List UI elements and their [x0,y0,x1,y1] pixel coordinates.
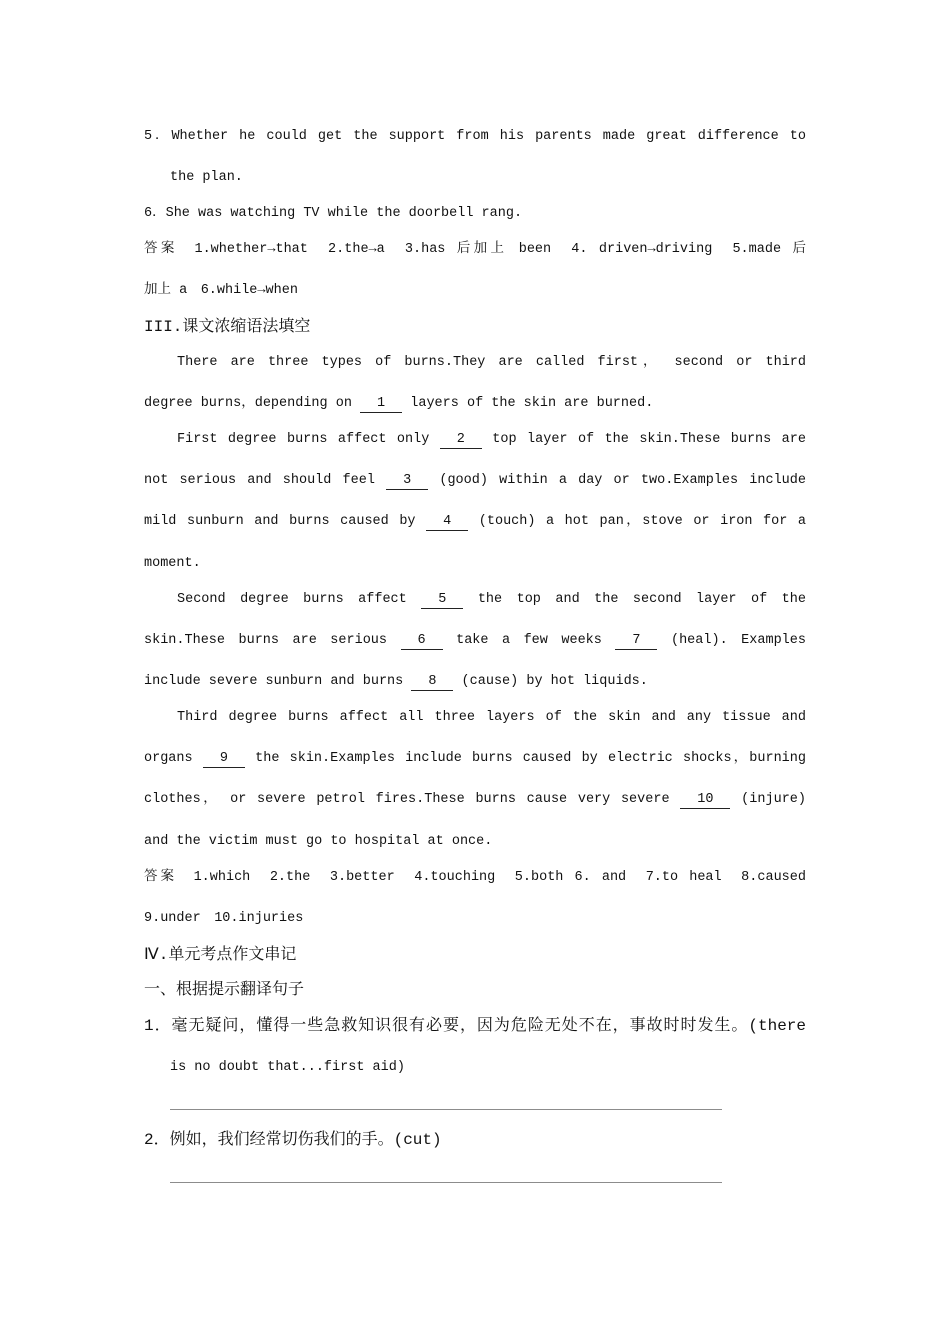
blank-8: 8 [411,674,453,691]
answer-line-1 [170,1109,722,1110]
blank-2: 2 [440,432,482,449]
section-4-heading: Ⅳ.单元考点作文串记 [144,946,297,964]
text-segment: degree burns，depending on [144,396,361,411]
text-segment: skin.These burns are serious [144,633,401,648]
paragraph-3-line-3 [144,671,806,693]
paragraph-1-line-1: There are three types of burns.They are called first， second or third [177,355,806,370]
text-segment: organs [144,751,203,766]
text-segment: Second degree burns affect [177,592,422,607]
text-segment: (injure) [730,792,806,807]
question-5-line-2: the plan. [170,170,243,185]
answer-key-1-line-1: 答案 1.whether→that 2.the→a 3.has 后加上 been 4. driven→driving 5.made 后 [144,242,806,257]
paragraph-2-line-4: moment. [144,556,201,571]
text-segment: mild sunburn and burns caused by [144,514,427,529]
text-segment: First degree burns affect only [177,432,440,447]
question-5-line-1: 5．Whether he could get the support from his parents made great difference to [144,129,806,144]
text-segment: not serious and should feel [144,473,387,488]
paragraph-4-line-4: and the victim must go to hospital at once. [144,834,493,849]
text-segment: the skin.Examples include burns caused by electric shocks，burning [244,751,806,766]
text-segment: (heal). Examples [657,633,806,648]
text-segment: clothes， or severe petrol fires.These burns cause very severe [144,792,681,807]
paragraph-4-line-2 [144,748,806,770]
paragraph-2-line-3 [144,511,806,533]
answer-line-2 [170,1182,722,1183]
paragraph-2-line-1 [177,429,806,451]
answer-key-2-line-1: 答案 1.which 2.the 3.better 4.touching 5.both 6. and 7.to heal 8.caused [144,870,806,885]
text-segment: the top and the second layer of the [463,592,806,607]
text-segment: top layer of the skin.These burns are [481,432,806,447]
answer-key-2-line-2: 9.under 10.injuries [144,911,304,926]
paragraph-4-line-3 [144,789,806,811]
section-4-subheading: 一、根据提示翻译句子 [144,981,305,999]
blank-5: 5 [421,592,463,609]
blank-4: 4 [426,514,468,531]
blank-1: 1 [360,396,402,413]
text-segment: (touch) a hot pan，stove or iron for a [468,514,807,529]
paragraph-1-line-2 [144,393,806,415]
blank-6: 6 [401,633,443,650]
question-6: 6．She was watching TV while the doorbell rang. [144,206,523,221]
blank-10: 10 [680,792,730,809]
paragraph-3-line-1 [177,589,806,611]
text-segment: (good) within a day or two.Examples include [428,473,806,488]
translation-question-2-line-1: 2．例如，我们经常切伤我们的手。(cut) [144,1131,442,1149]
text-segment: include severe sunburn and burns [144,674,412,689]
paragraph-3-line-2 [144,630,806,652]
translation-question-1-line-1: 1．毫无疑问，懂得一些急救知识很有必要，因为危险无处不在，事故时时发生。(there [144,1017,806,1035]
text-segment: layers of the skin are burned. [402,396,654,411]
blank-9: 9 [203,751,245,768]
text-segment: take a few weeks [442,633,616,648]
translation-question-1-line-2: is no doubt that...first aid) [170,1060,405,1075]
paragraph-2-line-2 [144,470,806,492]
blank-7: 7 [615,633,657,650]
answer-key-1-line-2: 加上 a 6.while→when [144,283,298,298]
paragraph-4-line-1: Third degree burns affect all three layers of the skin and any tissue and [177,710,806,725]
section-3-heading: III.课文浓缩语法填空 [144,318,311,336]
blank-3: 3 [386,473,428,490]
text-segment: (cause) by hot liquids. [453,674,648,689]
